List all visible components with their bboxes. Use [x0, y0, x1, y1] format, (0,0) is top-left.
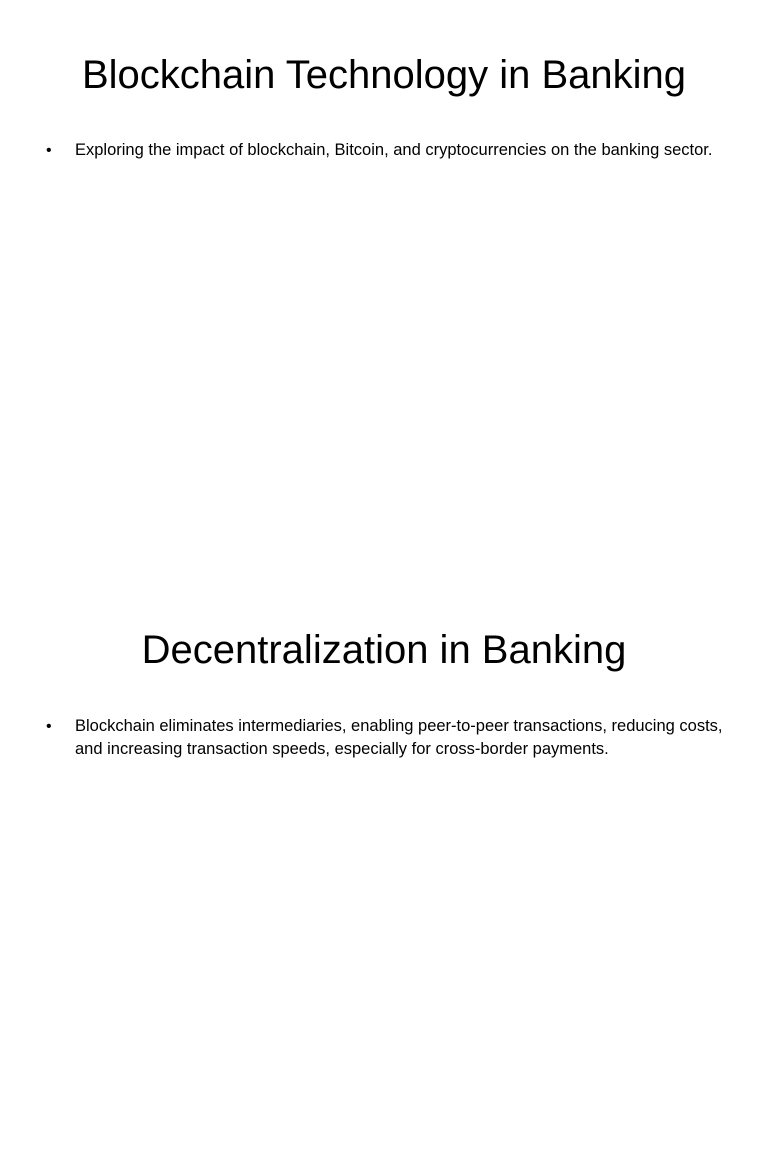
bullet-text: Exploring the impact of blockchain, Bitcoin, and cryptocurrencies on the banking sector. [75, 141, 713, 159]
bullet-list [46, 139, 726, 162]
bullet-item [46, 139, 726, 162]
slide-title: Decentralization in Banking [141, 628, 627, 672]
bullet-text: Blockchain eliminates intermediaries, enabling peer-to-peer transactions, reducing costs, and increasing transaction speeds, especially for cross-border payments. [75, 717, 723, 758]
bullet-list [46, 715, 726, 761]
slide-2 [0, 576, 768, 1152]
bullet-dot-icon: • [46, 718, 52, 735]
slide-title: Blockchain Technology in Banking [81, 53, 687, 97]
bullet-dot-icon: • [46, 142, 52, 159]
bullet-item [46, 715, 726, 761]
